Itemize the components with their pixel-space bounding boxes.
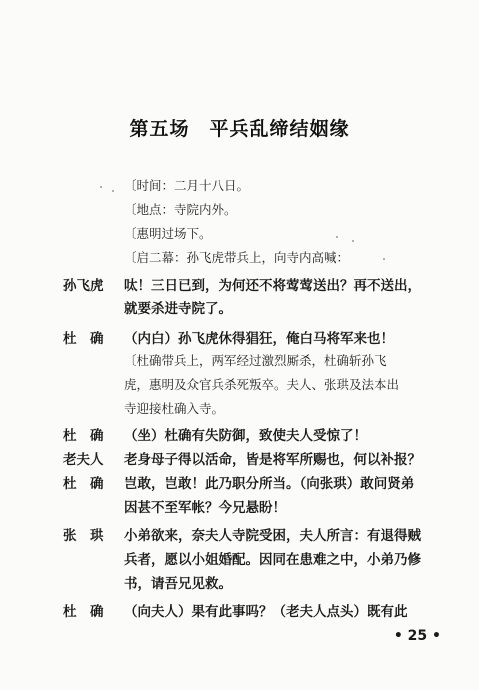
stage-note-curtain: 〔启二幕：孙飞虎带兵上，向寺内高喊： [124,250,350,265]
speaker-name: 孙飞虎 [63,278,104,294]
speaker-name: 张 珙 [63,528,104,544]
speaker-name: 杜 确 [63,331,104,347]
speaker-name: 杜 确 [63,604,104,620]
stage-direction: 虎，惠明及众官兵杀死叛卒。夫人、张珙及法本出 [124,377,400,392]
scan-speck [383,258,385,260]
scan-speck [336,236,338,238]
scan-speck [352,240,354,242]
dialogue-line: 就要杀进寺院了。 [124,301,232,317]
speaker-name: 杜 确 [63,476,104,492]
dialogue-line: 岂敢，岂敢！此乃职分所当。（向张珙）敢问贤弟 [124,476,415,492]
dialogue-line: 老身母子得以活命，皆是将军所赐也，何以补报？ [124,452,421,468]
dialogue-line: 小弟欲来，奈夫人寺院受困，夫人所言：有退得贼 [124,528,421,544]
dialogue-line: 兵者，愿以小姐婚配。因同在患难之中，小弟乃修 [124,552,421,568]
stage-note-place: 〔地点：寺院内外。 [124,202,237,217]
stage-note-time: 〔时间：二月十八日。 [124,178,250,193]
scan-speck [112,190,114,192]
speaker-name: 杜 确 [63,428,104,444]
page-number: • 25 • [393,628,441,644]
dialogue-line: （向夫人）果有此事吗？（老夫人点头）既有此 [124,604,408,620]
stage-note-exit: 〔惠明过场下。 [124,226,212,241]
dialogue-line: （内白）孙飞虎休得猖狂，俺白马将军来也！ [124,331,394,347]
scan-speck [100,186,102,188]
stage-direction: 〔杜确带兵上，两军经过激烈厮杀，杜确斩孙飞 [124,353,387,368]
dialogue-line: 因甚不至军帐？今兄悬盼！ [124,500,286,516]
scene-title: 第五场 平兵乱缔结姻缘 [129,118,350,140]
speaker-name: 老夫人 [63,452,104,468]
dialogue-line: （坐）杜确有失防御，致使夫人受惊了！ [124,428,367,444]
stage-direction: 寺迎接杜确入寺。 [124,401,225,416]
dialogue-line: 书，请吾兄见救。 [124,576,232,592]
dialogue-line: 呔！三日已到，为何还不将莺莺送出？再不送出， [124,278,421,294]
